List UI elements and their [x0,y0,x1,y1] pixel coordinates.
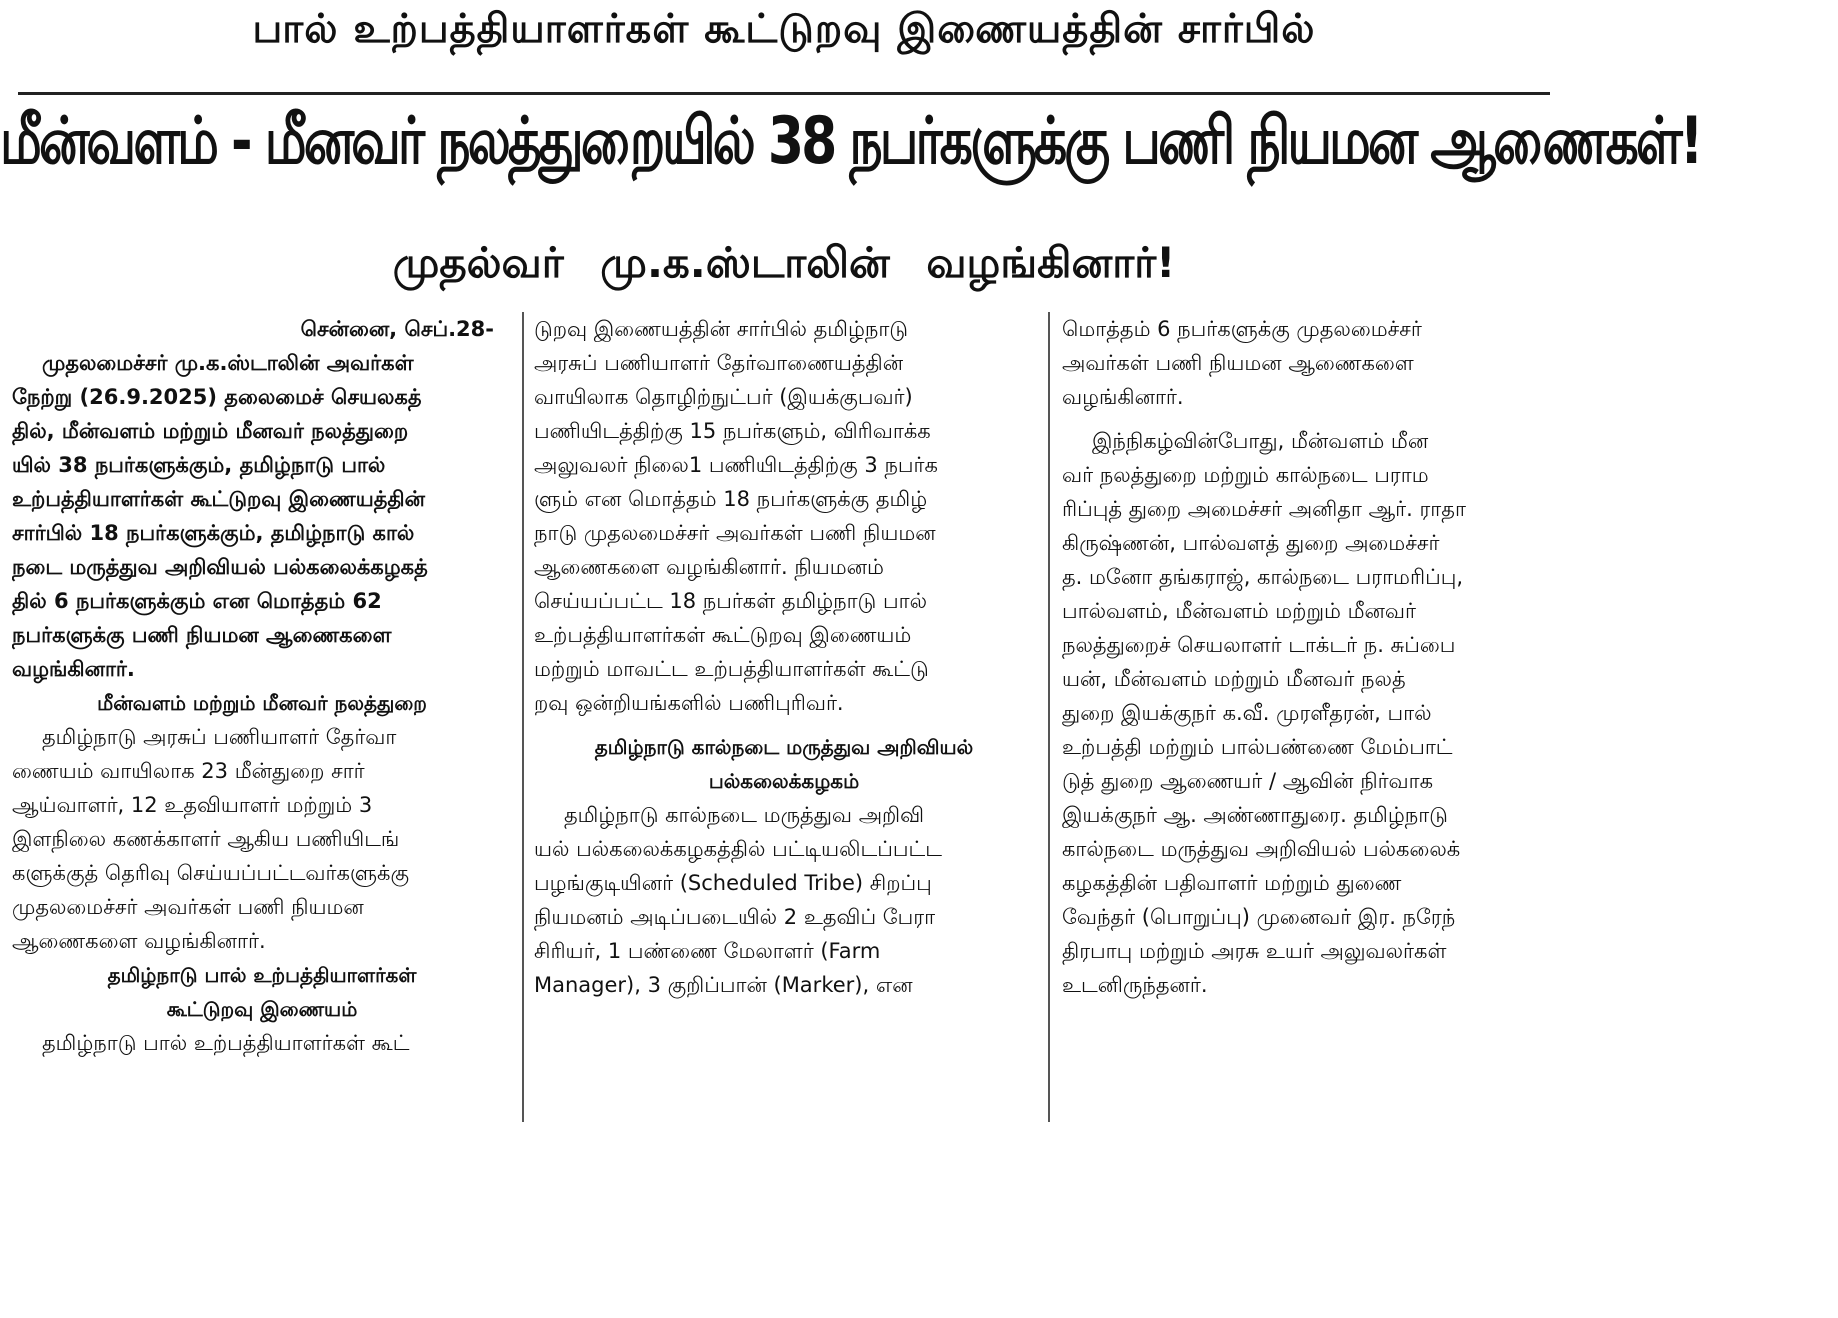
body-line: அரசுப் பணியாளர் தேர்வாணையத்தின் [534,351,904,375]
subheadline: முதல்வர் மு.க.ஸ்டாலின் வழங்கினார்! [392,238,1176,287]
body-line: திரபாபு மற்றும் அரசு உயர் அலுவலர்கள் [1062,939,1447,963]
body-line: கிருஷ்ணன், பால்வளத் துறை அமைச்சர் [1062,531,1440,555]
article-column-2 [534,312,1034,1002]
spacer [1062,414,1562,424]
body-line: நாடு முதலமைச்சர் அவர்கள் பணி நியமன [534,521,936,545]
body-line: ரிப்புத் துறை அமைச்சர் அனிதா ஆர். ராதா [1062,497,1466,521]
lead-paragraph-line: தில் 6 நபர்களுக்கும் என மொத்தம் 62 [12,589,382,613]
body-line: வாயிலாக தொழிற்நுட்பர் (இயக்குபவர்) [534,385,913,409]
lead-paragraph-line: தில், மீன்வளம் மற்றும் மீனவர் நலத்துறை [12,419,409,443]
lead-paragraph-line: சார்பில் 18 நபர்களுக்கும், தமிழ்நாடு கால் [12,521,415,545]
body-line: நலத்துறைச் செயலாளர் டாக்டர் ந. சுப்பை [1062,633,1456,657]
body-line: துறை இயக்குநர் க.வீ. முரளீதரன், பால் [1062,701,1432,725]
lead-paragraph-line: நேற்று (26.9.2025) தலைமைச் செயலகத் [12,385,422,409]
lead-paragraph-line: யில் 38 நபர்களுக்கும், தமிழ்நாடு பால் [12,453,386,477]
body-line: ணையம் வாயிலாக 23 மீன்துறை சார் [12,759,365,783]
body-line: இளநிலை கணக்காளர் ஆகிய பணியிடங் [12,827,400,851]
column-divider [522,312,524,1122]
body-line: செய்யப்பட்ட 18 நபர்கள் தமிழ்நாடு பால் [534,589,928,613]
lead-paragraph-line: நடை மருத்துவ அறிவியல் பல்கலைக்கழகத் [12,555,428,579]
body-line: தமிழ்நாடு கால்நடை மருத்துவ அறிவி [564,803,925,827]
column-divider [1048,312,1050,1122]
section-heading: மீன்வளம் மற்றும் மீனவர் நலத்துறை [97,691,427,715]
body-line: Manager), 3 குறிப்பான் (Marker), என [534,973,913,997]
body-line: யன், மீன்வளம் மற்றும் மீனவர் நலத் [1062,667,1406,691]
body-line: இந்நிகழ்வின்போது, மீன்வளம் மீன [1092,429,1429,453]
body-line: யல் பல்கலைக்கழகத்தில் பட்டியலிடப்பட்ட [534,837,942,861]
body-line: பழங்குடியினர் (Scheduled Tribe) சிறப்பு [534,871,932,895]
body-line: தமிழ்நாடு அரசுப் பணியாளர் தேர்வா [42,725,397,749]
section-heading: தமிழ்நாடு பால் உற்பத்தியாளர்கள் [107,963,417,987]
body-line: சிரியர், 1 பண்ணை மேலாளர் (Farm [534,939,881,963]
section-heading: பல்கலைக்கழகம் [708,769,860,793]
lead-paragraph-line: நபர்களுக்கு பணி நியமன ஆணைகளை [12,623,392,647]
body-line: டுத் துறை ஆணையர் / ஆவின் நிர்வாக [1062,769,1434,793]
body-line: உடனிருந்தனர். [1062,973,1208,997]
body-line: த. மனோ தங்கராஜ், கால்நடை பராமரிப்பு, [1062,565,1463,589]
body-line: வழங்கினார். [1062,385,1184,409]
body-line: இயக்குநர் ஆ. அண்ணாதுரை. தமிழ்நாடு [1062,803,1448,827]
body-line: ஆய்வாளர், 12 உதவியாளர் மற்றும் 3 [12,793,373,817]
body-line: பணியிடத்திற்கு 15 நபர்களும், விரிவாக்க [534,419,931,443]
body-line: கால்நடை மருத்துவ அறிவியல் பல்கலைக் [1062,837,1461,861]
section-heading: தமிழ்நாடு கால்நடை மருத்துவ அறிவியல் [594,735,974,759]
body-line: அலுவலர் நிலை1 பணியிடத்திற்கு 3 நபர்க [534,453,938,477]
dateline: சென்னை, செப்.28- [300,317,494,341]
lead-paragraph-line: வழங்கினார். [12,657,135,681]
body-line: ஆணைகளை வழங்கினார். நியமனம் [534,555,884,579]
lead-paragraph-line: முதலமைச்சர் மு.க.ஸ்டாலின் அவர்கள் [42,351,414,375]
body-line: மற்றும் மாவட்ட உற்பத்தியாளர்கள் கூட்டு [534,657,929,681]
body-line: அவர்கள் பணி நியமன ஆணைகளை [1062,351,1414,375]
body-line: முதலமைச்சர் அவர்கள் பணி நியமன [12,895,364,919]
section-heading: கூட்டுறவு இணையம் [166,997,358,1021]
lead-paragraph-line: உற்பத்தியாளர்கள் கூட்டுறவு இணையத்தின் [12,487,425,511]
body-line: ஆணைகளை வழங்கினார். [12,929,266,953]
article-column-3 [1062,312,1562,1002]
body-line: டுறவு இணையத்தின் சார்பில் தமிழ்நாடு [534,317,909,341]
body-line: வேந்தர் (பொறுப்பு) முனைவர் இர. நரேந் [1062,905,1456,929]
body-line: ளும் என மொத்தம் 18 நபர்களுக்கு தமிழ் [534,487,928,511]
body-line: வர் நலத்துறை மற்றும் கால்நடை பராம [1062,463,1429,487]
body-line: தமிழ்நாடு பால் உற்பத்தியாளர்கள் கூட் [42,1031,410,1055]
body-line: றவு ஒன்றியங்களில் பணிபுரிவர். [534,691,844,715]
body-line: உற்பத்தி மற்றும் பால்பண்ணை மேம்பாட் [1062,735,1453,759]
kicker-heading: பால் உற்பத்தியாளர்கள் கூட்டுறவு இணையத்தின் சார்பில் [252,6,1316,52]
body-line: கழகத்தின் பதிவாளர் மற்றும் துணை [1062,871,1402,895]
body-line: களுக்குத் தெரிவு செய்யப்பட்டவர்களுக்கு [12,861,409,885]
headline: மீன்வளம் - மீனவர் நலத்துறையில் 38 நபர்களுக்கு பணி நியமன ஆணைகள்! [0,104,1701,179]
spacer [534,720,1034,730]
article-column-1 [12,312,512,1060]
body-line: பால்வளம், மீன்வளம் மற்றும் மீனவர் [1062,599,1416,623]
body-line: நியமனம் அடிப்படையில் 2 உதவிப் பேரா [534,905,936,929]
body-line: மொத்தம் 6 நபர்களுக்கு முதலமைச்சர் [1062,317,1422,341]
divider-rule [18,92,1550,95]
body-line: உற்பத்தியாளர்கள் கூட்டுறவு இணையம் [534,623,912,647]
